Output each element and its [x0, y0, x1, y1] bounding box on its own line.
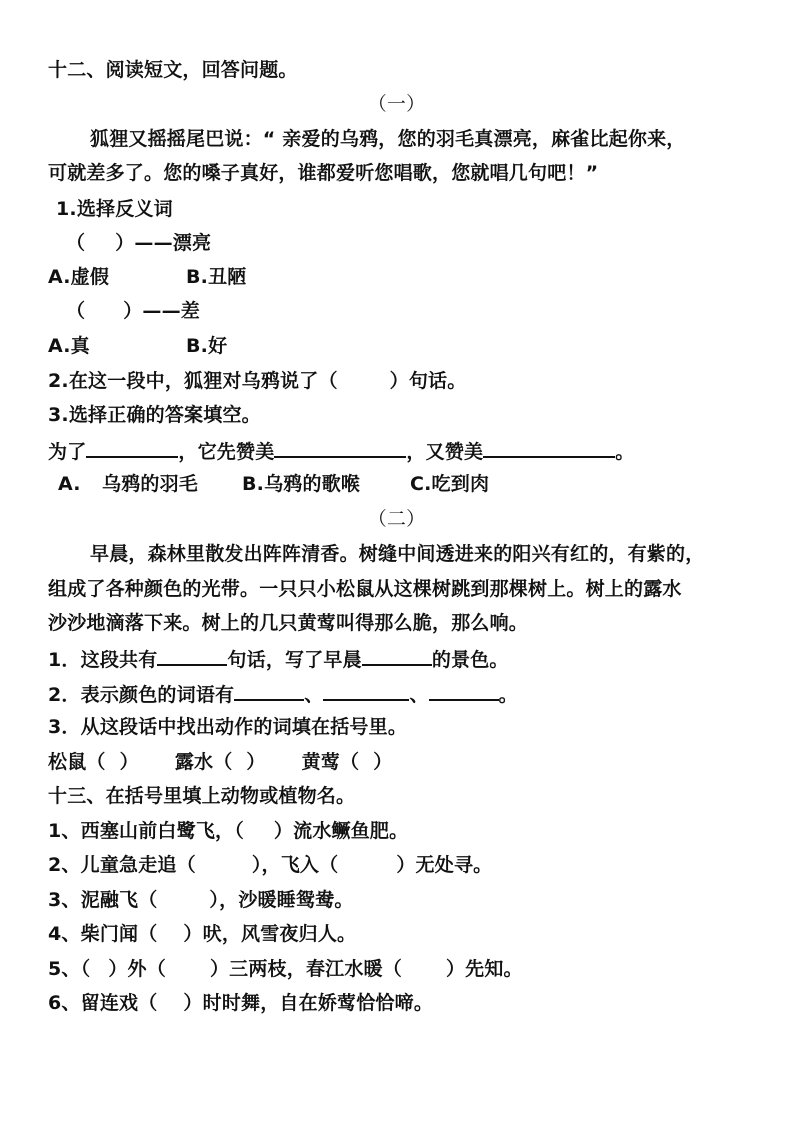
option-a: A.虚假	[48, 266, 110, 288]
poem-item-2	[48, 853, 492, 877]
part-2-q2	[48, 681, 518, 707]
q1-seg-1: 1．这段共有	[48, 649, 158, 671]
fill-blank[interactable]	[234, 681, 304, 701]
q1-seg-3: 的景色。	[431, 649, 509, 671]
section-12-title: 十二、阅读短文，回答问题。	[48, 59, 298, 81]
option-a-label: A.	[58, 473, 81, 495]
option-a: A.真	[48, 335, 90, 357]
poem-text: 1、西塞山前白鹭飞，（	[48, 820, 244, 842]
option-a: 乌鸦的羽毛	[102, 473, 199, 495]
poem-text: ）无处寻。	[396, 854, 493, 876]
poem-text: ）流水鳜鱼肥。	[273, 820, 409, 842]
option-b: B.丑陋	[186, 266, 247, 288]
part-2-q1	[48, 646, 509, 672]
poem-text: 6、留连戏（	[48, 992, 158, 1014]
q3-title: 3.选择正确的答案填空。	[48, 404, 261, 426]
separator: 、	[304, 684, 324, 706]
oriole-label: 黄莺（	[301, 751, 360, 773]
fill-blank[interactable]	[274, 438, 406, 458]
paren-close: ）	[373, 751, 393, 773]
q3-fill-line	[48, 438, 634, 464]
poem-text: 5、（	[48, 958, 91, 980]
passage-2-line-2: 组成了各种颜色的光带。一只只小松鼠从这棵树跳到那棵树上。树上的露水	[48, 578, 682, 600]
paren-open: （	[66, 232, 86, 254]
q2-text: 2.在这一段中，狐狸对乌鸦说了（	[48, 370, 338, 392]
item-1-target: ）——漂亮	[115, 232, 212, 254]
passage-1-line-1: 狐狸又摇摇尾巴说：“ 亲爱的乌鸦，您的羽毛真漂亮，麻雀比起你来，	[90, 128, 686, 150]
poem-item-5	[48, 957, 523, 981]
poem-item-4	[48, 922, 356, 946]
poem-item-3	[48, 888, 354, 912]
q3-seg-1: 为了	[48, 441, 87, 463]
q3-seg-2: ，它先赞美	[178, 441, 275, 463]
q3-seg-4: 。	[615, 441, 635, 463]
q2-text-end: ）句话。	[389, 370, 467, 392]
poem-item-6	[48, 991, 433, 1015]
q1-item-1-options	[48, 265, 247, 289]
fill-blank[interactable]	[323, 681, 409, 701]
paren-close: ）	[119, 751, 139, 773]
poem-text: ）三两枝，春江水暖（	[209, 958, 402, 980]
section-13-title: 十三、在括号里填上动物或植物名。	[48, 785, 356, 807]
fill-blank[interactable]	[157, 646, 227, 666]
option-b: B.乌鸦的歌喉	[242, 473, 361, 495]
fill-blank[interactable]	[362, 646, 432, 666]
squirrel-label: 松鼠（	[48, 751, 106, 773]
passage-1-line-2: 可就差多了。您的嗓子真好，谁都爱听您唱歌，您就唱几句吧！”	[48, 162, 599, 184]
poem-text: ），飞入（	[251, 854, 339, 876]
dew-label: 露水（	[174, 751, 233, 773]
fill-blank[interactable]	[429, 681, 499, 701]
poem-text: 3、泥融飞（	[48, 889, 158, 911]
passage-2-line-3: 沙沙地滴落下来。树上的几只黄莺叫得那么脆，那么响。	[48, 612, 529, 634]
q1-seg-2: 句话，写了早晨	[227, 649, 362, 671]
fill-blank[interactable]	[86, 438, 178, 458]
option-b: B.好	[186, 335, 228, 357]
q2-seg-1: 2．表示颜色的词语有	[48, 684, 235, 706]
part-1-label: （一）	[367, 93, 426, 115]
q1-item-1	[66, 231, 211, 255]
poem-text: 2、儿童急走追（	[48, 854, 196, 876]
q3-seg-3: ，又赞美	[406, 441, 484, 463]
separator: 、	[409, 684, 429, 706]
q1-item-2-options	[48, 334, 227, 358]
poem-text: ）外（	[108, 958, 166, 980]
part-2-label: （二）	[367, 508, 426, 530]
q2-end: 。	[498, 684, 518, 706]
q1-item-2	[66, 299, 200, 323]
poem-text: ）时时舞，自在娇莺恰恰啼。	[183, 992, 434, 1014]
poem-text: ）吠，风雪夜归人。	[183, 923, 357, 945]
poem-item-1	[48, 819, 408, 843]
q2	[48, 369, 466, 393]
paren-close: ）	[246, 751, 266, 773]
poem-text: ）先知。	[445, 958, 523, 980]
fill-blank[interactable]	[483, 438, 615, 458]
poem-text: ），沙暖睡鸳鸯。	[209, 889, 354, 911]
passage-2-line-1: 早晨，森林里散发出阵阵清香。树缝中间透进来的阳兴有红的，有紫的，	[90, 543, 705, 565]
item-2-target: ）——差	[123, 300, 201, 322]
part-2-q3-items	[48, 750, 392, 774]
poem-text: 4、柴门闻（	[48, 923, 158, 945]
part-2-q3-title: 3．从这段话中找出动作的词填在括号里。	[48, 716, 408, 738]
q3-options	[58, 472, 489, 496]
q1-title: 1.选择反义词	[56, 198, 173, 220]
paren-open: （	[66, 300, 86, 322]
option-c: C.吃到肉	[410, 473, 490, 495]
